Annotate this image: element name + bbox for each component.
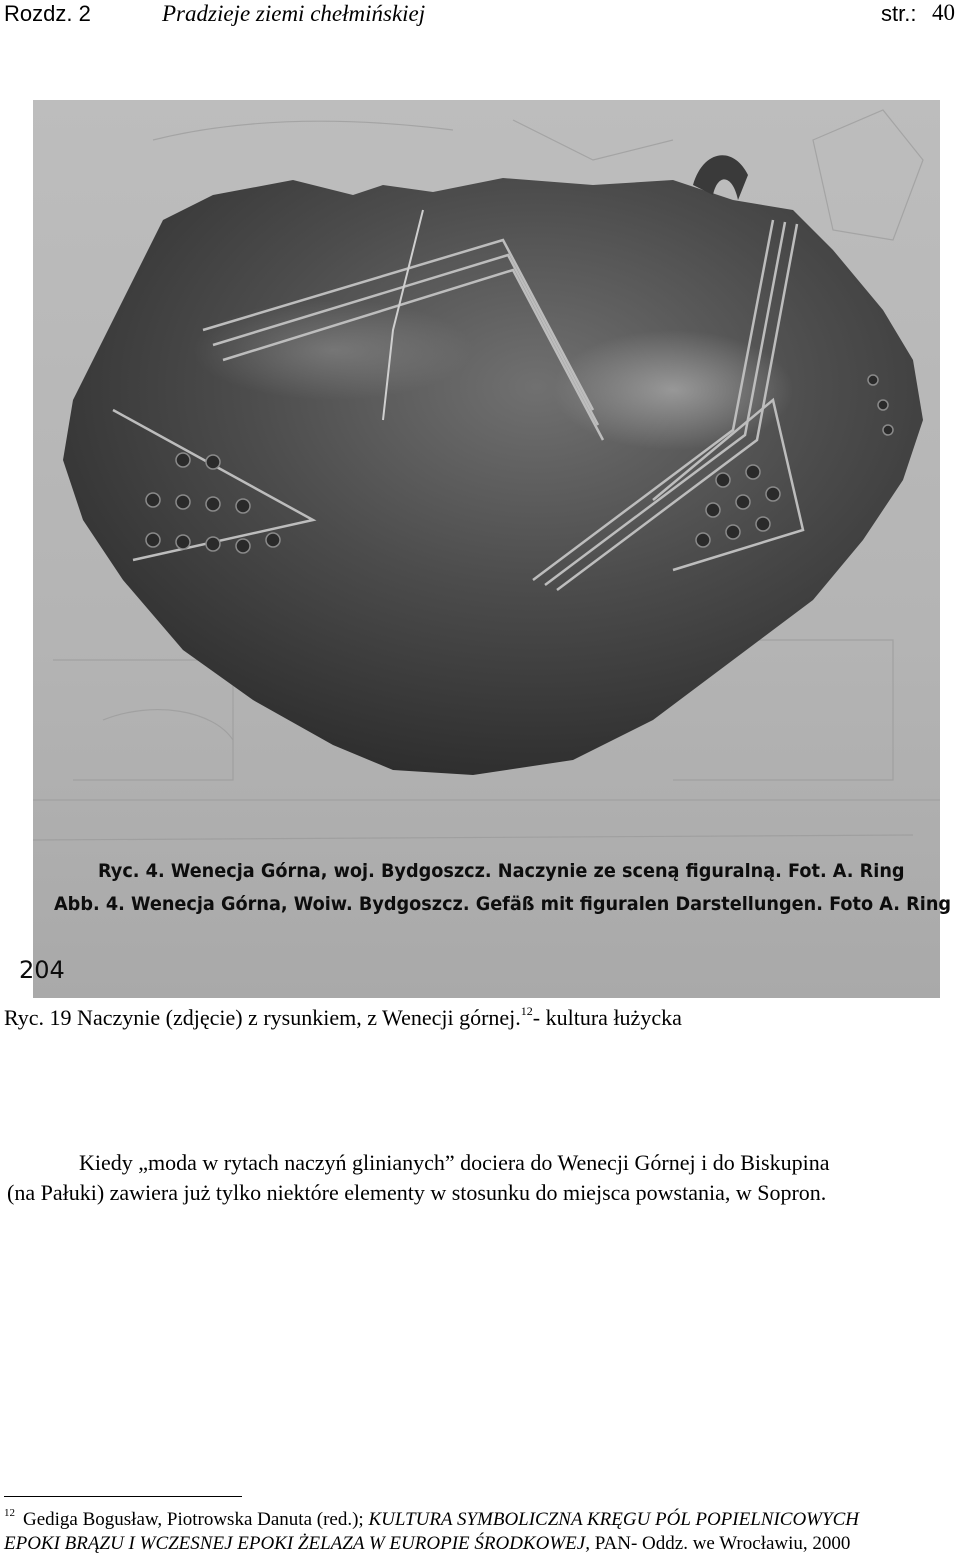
footnote-line-1	[4, 1501, 956, 1532]
body-paragraph	[7, 1148, 935, 1208]
figure-caption	[4, 1004, 682, 1031]
chapter-label: Rozdz. 2	[4, 1, 91, 26]
photo-page-number: 204	[19, 956, 65, 984]
vessel-body	[63, 178, 923, 775]
footnote	[4, 1501, 956, 1556]
footnote-title-2: EPOKI BRĄZU I WCZESNEJ EPOKI ŻELAZA W EUROPIE ŚRODKOWEJ,	[4, 1533, 590, 1554]
page-number: 40	[932, 0, 955, 25]
figure-caption-suffix: - kultura łużycka	[532, 1005, 682, 1030]
figure-caption-text: Ryc. 19 Naczynie (zdjęcie) z rysunkiem, z Wenecji górnej.	[4, 1005, 521, 1030]
footnote-divider	[4, 1496, 242, 1497]
footnote-publisher: PAN- Oddz. we Wrocławiu, 2000	[594, 1533, 851, 1554]
vessel-photograph	[19, 100, 952, 998]
footnote-number: 12	[4, 1507, 15, 1519]
photo-caption-polish: Ryc. 4. Wenecja Górna, woj. Bydgoszcz. Naczynie ze sceną figuralną. Fot. A. Ring	[98, 860, 905, 882]
vessel-highlight	[553, 330, 793, 450]
paragraph-line-1: Kiedy „moda w rytach naczyń glinianych” dociera do Wenecji Górnej i do Biskupina	[79, 1150, 830, 1175]
paragraph-line-2: (na Pałuki) zawiera już tylko niektóre elementy w stosunku do miejsca powstania, w Sopron.	[7, 1180, 827, 1205]
footnote-line-2	[4, 1532, 956, 1556]
footnote-authors: Gediga Bogusław, Piotrowska Danuta (red.);	[23, 1509, 364, 1530]
photo-caption-german: Abb. 4. Wenecja Górna, Woiw. Bydgoszcz. Gefäß mit figuralen Darstellungen. Foto A. Ring	[54, 893, 952, 915]
chapter-title: Pradzieje ziemi chełmińskiej	[162, 1, 426, 26]
footnote-title-1: KULTURA SYMBOLICZNA KRĘGU PÓL POPIELNICOWYCH	[368, 1509, 859, 1530]
vessel-highlight-left	[193, 300, 473, 400]
page-label: str.:	[881, 1, 917, 26]
page-header	[0, 0, 960, 34]
footnote-reference[interactable]: 12	[520, 1004, 533, 1018]
